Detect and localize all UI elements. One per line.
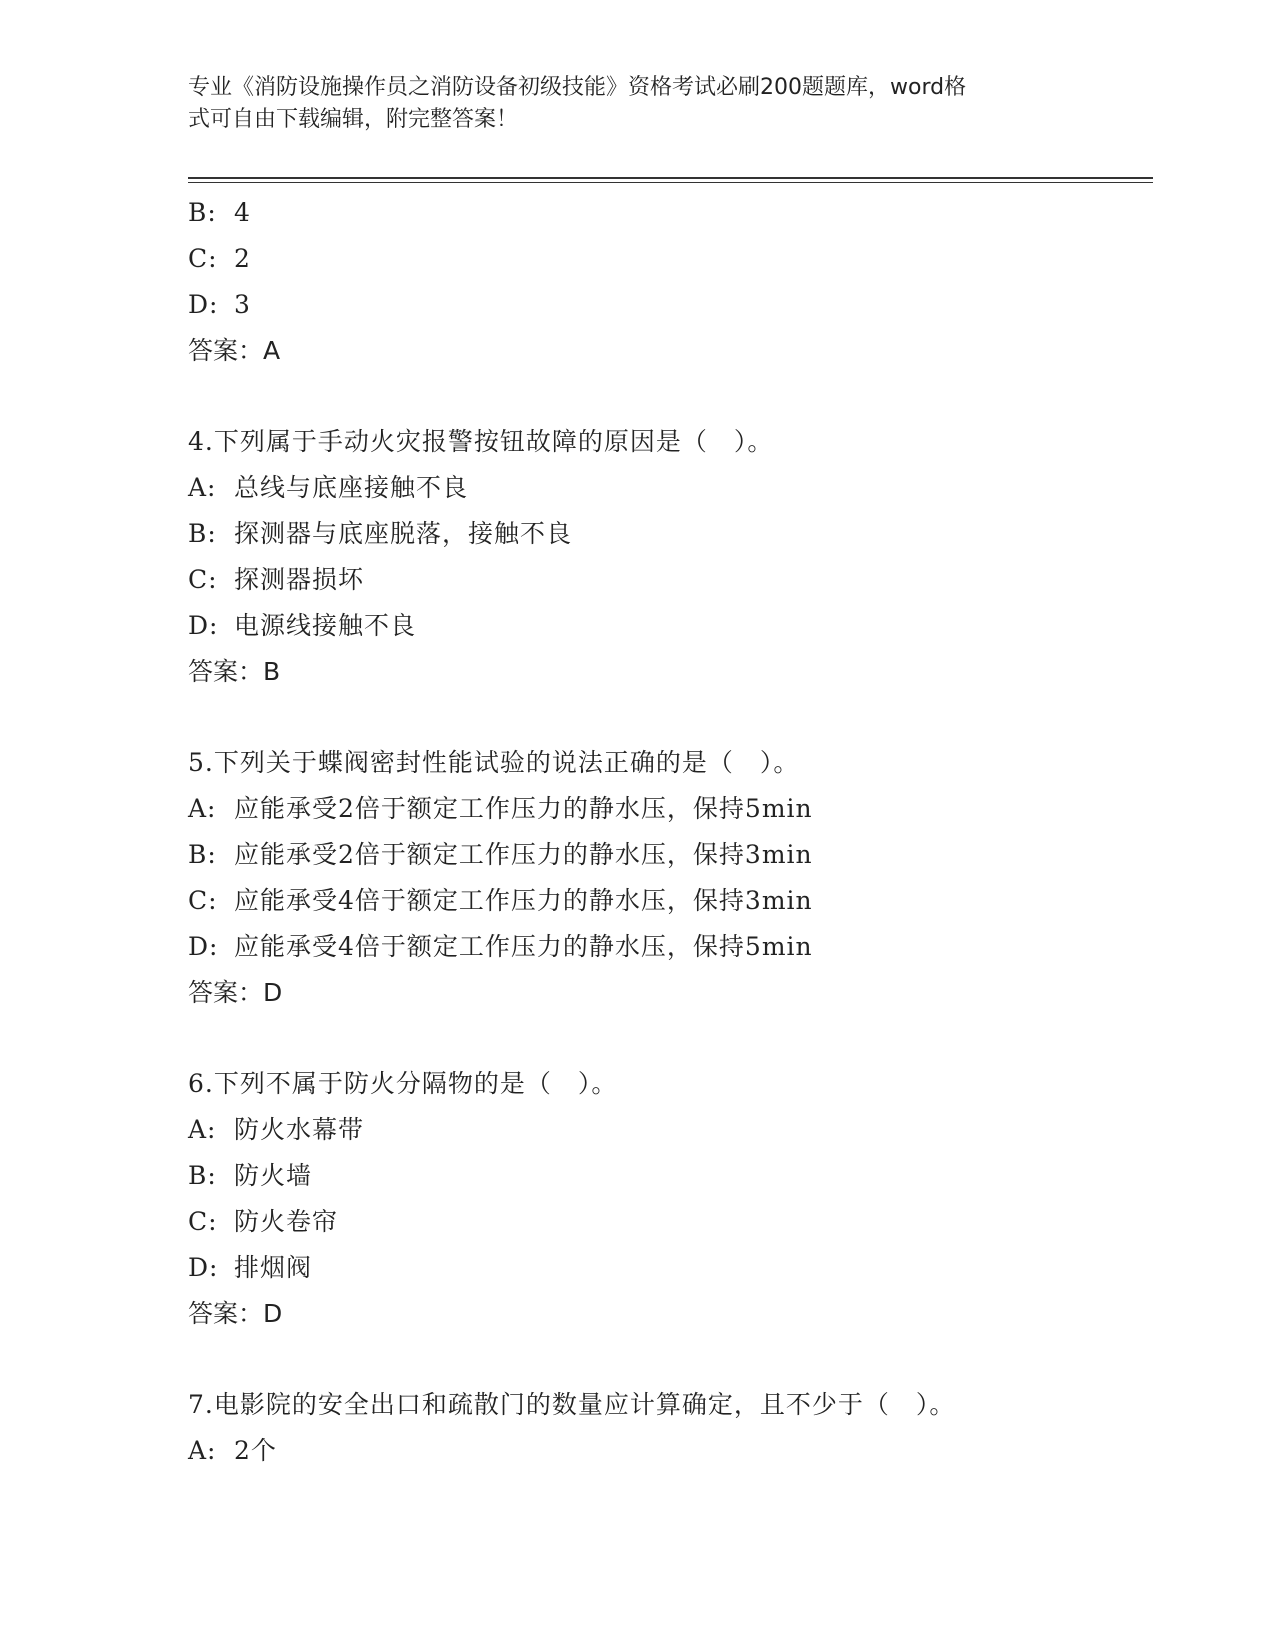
option-text: 防火水幕带 [234,1115,365,1144]
option-label: C: [188,565,218,594]
option-a [188,786,1148,832]
option-label: B: [188,198,217,227]
option-b [188,832,1148,878]
spacer [188,374,1148,419]
answer-line: 答案：B [188,657,281,686]
option-label: B: [188,519,217,548]
option-text: 总线与底座接触不良 [234,473,469,502]
option-label: B: [188,840,217,869]
option-label: D: [188,932,219,961]
option-label: D: [188,1253,219,1282]
option-text: 应能承受4倍于额定工作压力的静水压，保持5min [234,932,813,961]
option-text: 探测器损坏 [234,565,365,594]
question-stem: 6.下列不属于防火分隔物的是（ ）。 [188,1069,618,1098]
option-a [188,1428,1148,1474]
question-stem: 7.电影院的安全出口和疏散门的数量应计算确定，且不少于（ ）。 [188,1390,956,1419]
option-text: 排烟阀 [234,1253,313,1282]
question-4 [188,419,1148,695]
option-label: D: [188,611,219,640]
answer-line: 答案：A [188,336,281,365]
option-c [188,236,1148,282]
option-b [188,1153,1148,1199]
option-label: C: [188,244,218,273]
header-line-1: 专业《消防设施操作员之消防设备初级技能》资格考试必刷200题题库，word格 [188,75,967,100]
header-divider-thick [188,177,1153,179]
option-text: 应能承受2倍于额定工作压力的静水压，保持3min [234,840,813,869]
option-text: 电源线接触不良 [234,611,417,640]
spacer [188,695,1148,740]
option-text: 防火卷帘 [234,1207,339,1236]
header-divider-thin [188,182,1153,183]
option-label: A: [188,473,217,502]
option-label: A: [188,1436,217,1465]
option-text: 探测器与底座脱落，接触不良 [234,519,573,548]
option-c [188,1199,1148,1245]
option-b [188,190,1148,236]
option-text: 2个 [234,1436,277,1465]
option-text: 应能承受4倍于额定工作压力的静水压，保持3min [234,886,813,915]
question-stem: 5.下列关于蝶阀密封性能试验的说法正确的是（ ）。 [188,748,800,777]
spacer [188,1016,1148,1061]
option-a [188,465,1148,511]
option-b [188,511,1148,557]
option-d [188,1245,1148,1291]
option-d [188,924,1148,970]
answer-line: 答案：D [188,1299,283,1328]
answer-line: 答案：D [188,978,283,1007]
question-7 [188,1382,1148,1474]
option-label: B: [188,1161,217,1190]
spacer [188,1337,1148,1382]
option-text: 防火墙 [234,1161,313,1190]
option-label: C: [188,1207,218,1236]
option-label: A: [188,794,217,823]
option-a [188,1107,1148,1153]
option-text: 4 [234,198,251,227]
document-header [188,72,1068,136]
option-text: 3 [234,290,251,319]
option-text: 2 [234,244,251,273]
option-text: 应能承受2倍于额定工作压力的静水压，保持5min [234,794,813,823]
question-stem: 4.下列属于手动火灾报警按钮故障的原因是（ ）。 [188,427,774,456]
question-6 [188,1061,1148,1337]
question-list [188,190,1148,1474]
option-d [188,282,1148,328]
option-d [188,603,1148,649]
option-c [188,878,1148,924]
option-c [188,557,1148,603]
option-label: D: [188,290,219,319]
question-3-continued [188,190,1148,374]
option-label: C: [188,886,218,915]
question-5 [188,740,1148,1016]
option-label: A: [188,1115,217,1144]
header-line-2: 式可自由下载编辑，附完整答案！ [188,107,519,132]
